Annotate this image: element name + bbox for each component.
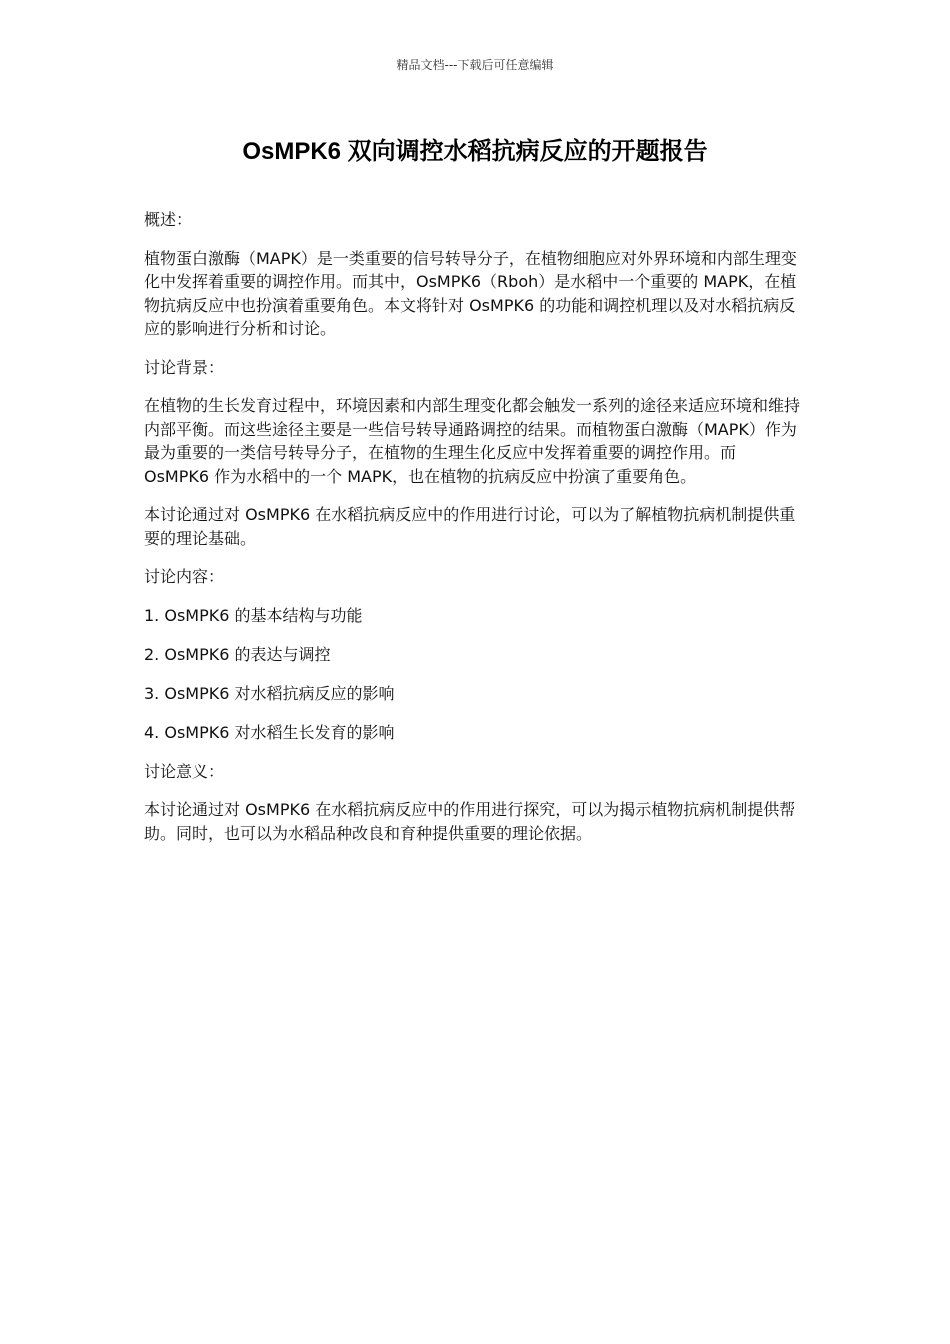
background-paragraph-2: 本讨论通过对 OsMPK6 在水稻抗病反应中的作用进行讨论，可以为了解植物抗病机制提供重要的理论基础。 bbox=[144, 505, 796, 548]
document-body bbox=[144, 208, 806, 860]
background-paragraph-1: 在植物的生长发育过程中，环境因素和内部生理变化都会触发一系列的途径来适应环境和维持内部平衡。而这些途径主要是一些信号转导通路调控的结果。而植物蛋白激酶（MAPK）作为最为重要的一类信号转导分子，在植物的生理生化反应中发挥着重要的调控作用。而 OsMPK6 作为水稻中的一个 MAPK，也在植物的抗病反应中扮演了重要角色。 bbox=[144, 396, 801, 486]
page-header-note: 精品文档---下载后可任意编辑 bbox=[396, 58, 554, 72]
significance-heading: 讨论意义： bbox=[144, 761, 225, 781]
significance-paragraph: 本讨论通过对 OsMPK6 在水稻抗病反应中的作用进行探究，可以为揭示植物抗病机制提供帮助。同时，也可以为水稻品种改良和育种提供重要的理论依据。 bbox=[144, 800, 796, 843]
overview-heading: 概述： bbox=[144, 210, 193, 229]
content-list bbox=[144, 604, 806, 745]
content-heading: 讨论内容： bbox=[144, 567, 225, 586]
overview-paragraph: 植物蛋白激酶（MAPK）是一类重要的信号转导分子，在植物细胞应对外界环境和内部生理变化中发挥着重要的调控作用。而其中，OsMPK6（Rboh）是水稻中一个重要的 MAPK，在植物抗病反应中也扮演着重要角色。本文将针对 OsMPK6 的功能和调控机理以及对水稻抗病反应的影响进行分析和讨论。 bbox=[144, 248, 797, 338]
list-item: 2. OsMPK6 的表达与调控 bbox=[144, 644, 331, 664]
list-item: 1. OsMPK6 的基本结构与功能 bbox=[144, 605, 363, 625]
background-heading: 讨论背景： bbox=[144, 357, 225, 377]
list-item: 4. OsMPK6 对水稻生长发育的影响 bbox=[144, 722, 395, 742]
document-title: OsMPK6 双向调控水稻抗病反应的开题报告 bbox=[242, 138, 708, 165]
list-item: 3. OsMPK6 对水稻抗病反应的影响 bbox=[144, 683, 395, 703]
